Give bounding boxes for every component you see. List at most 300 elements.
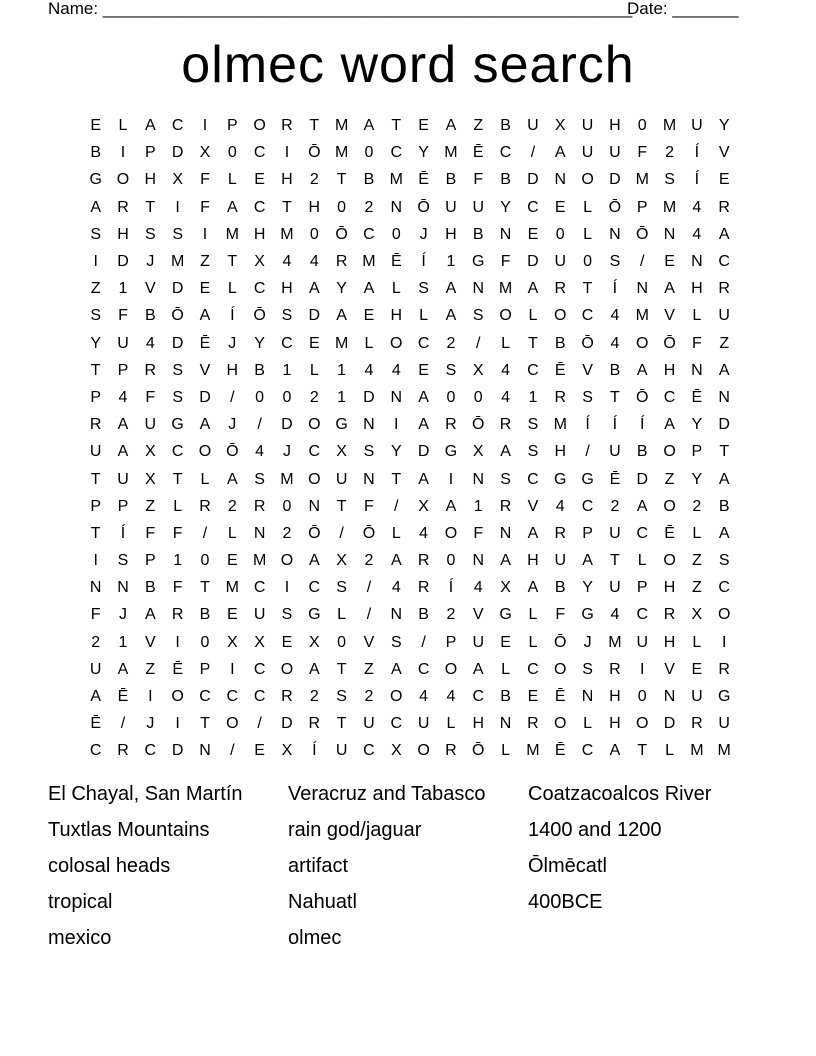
grid-letter: A — [445, 117, 457, 135]
grid-row — [82, 601, 738, 628]
grid-letter: O — [663, 497, 676, 515]
grid-letter: B — [254, 361, 265, 379]
grid-letter: U — [554, 253, 567, 271]
grid-letter: 1 — [282, 361, 292, 379]
grid-letter: H — [445, 225, 457, 243]
word-list-item: olmec — [288, 927, 342, 949]
header — [0, 0, 816, 20]
grid-letter: F — [172, 524, 183, 542]
grid-letter: H — [390, 307, 403, 325]
grid-letter: C — [527, 361, 539, 379]
grid-letter: D — [417, 443, 430, 461]
grid-letter: J — [146, 715, 155, 733]
grid-letter: O — [636, 715, 649, 733]
grid-letter: C — [308, 579, 321, 597]
grid-letter: R — [718, 280, 730, 298]
grid-letter: X — [172, 171, 183, 189]
grid-letter: B — [90, 144, 101, 162]
grid-letter: 0 — [446, 552, 456, 570]
grid-row — [82, 683, 738, 710]
grid-letter: P — [144, 144, 156, 162]
grid-letter: Ō — [362, 524, 376, 542]
grid-letter: A — [418, 416, 429, 434]
grid-letter: J — [118, 606, 127, 624]
grid-letter: N — [499, 524, 512, 542]
grid-letter: 0 — [391, 225, 401, 243]
grid-letter: O — [390, 334, 403, 352]
grid-letter: R — [663, 606, 676, 624]
grid-letter: Y — [582, 579, 593, 597]
grid-letter: 0 — [637, 117, 647, 135]
grid-letter: 0 — [282, 388, 292, 406]
grid-letter: M — [225, 225, 239, 243]
grid-letter: L — [200, 470, 210, 488]
grid-letter: V — [472, 606, 484, 624]
grid-letter: Y — [718, 117, 730, 135]
grid-letter: B — [500, 688, 511, 706]
grid-letter: I — [175, 715, 180, 733]
grid-letter: C — [417, 660, 430, 678]
grid-letter: S — [172, 225, 183, 243]
grid-letter: 4 — [555, 497, 565, 515]
grid-letter: Ē — [172, 660, 183, 678]
grid-letter: B — [500, 171, 511, 189]
grid-letter: / — [366, 579, 372, 597]
grid-letter: T — [227, 253, 238, 271]
grid-letter: T — [90, 470, 101, 488]
grid-letter: D — [609, 171, 621, 189]
grid-letter: R — [417, 579, 430, 597]
grid-row — [82, 221, 738, 248]
grid-letter: T — [391, 470, 402, 488]
grid-letter: M — [334, 334, 349, 352]
grid-letter: C — [527, 660, 539, 678]
grid-letter: C — [253, 280, 266, 298]
grid-row — [82, 194, 738, 221]
grid-letter: Ō — [554, 633, 567, 651]
grid-letter: M — [690, 742, 704, 760]
grid-letter: 2 — [364, 688, 374, 706]
grid-letter: U — [609, 443, 621, 461]
grid-letter: L — [364, 334, 374, 352]
grid-letter: P — [90, 497, 101, 515]
grid-letter: H — [527, 552, 539, 570]
grid-letter: X — [418, 497, 429, 515]
grid-letter: L — [446, 715, 456, 733]
grid-letter: N — [253, 524, 266, 542]
grid-letter: Í — [230, 307, 235, 325]
grid-letter: 1 — [118, 633, 128, 651]
grid-row — [82, 438, 738, 465]
grid-letter: O — [253, 117, 266, 135]
grid-letter: E — [554, 198, 566, 216]
grid-letter: Í — [448, 579, 454, 597]
grid-letter: E — [500, 633, 511, 651]
grid-letter: N — [199, 742, 211, 760]
grid-letter: H — [226, 361, 239, 379]
grid-letter: F — [145, 524, 156, 542]
grid-letter: P — [117, 497, 129, 515]
grid-letter: L — [391, 524, 401, 542]
grid-letter: M — [280, 225, 294, 243]
grid-letter: 4 — [391, 579, 401, 597]
grid-letter: R — [117, 742, 129, 760]
grid-letter: Ō — [308, 524, 321, 542]
grid-letter: S — [472, 307, 484, 325]
grid-letter: E — [527, 225, 539, 243]
grid-letter: X — [390, 742, 402, 760]
grid-letter: M — [553, 416, 567, 434]
grid-letter: M — [334, 144, 349, 162]
grid-letter: U — [691, 117, 703, 135]
grid-letter: 0 — [364, 144, 374, 162]
grid-letter: S — [582, 388, 593, 406]
grid-letter: N — [390, 388, 403, 406]
grid-letter: A — [527, 579, 539, 597]
grid-letter: I — [448, 470, 454, 488]
grid-letter: Y — [390, 443, 402, 461]
grid-letter: B — [554, 334, 566, 352]
grid-letter: Ē — [418, 171, 429, 189]
grid-letter: M — [280, 470, 294, 488]
grid-letter: G — [554, 470, 567, 488]
grid-letter: O — [554, 307, 567, 325]
grid-letter: 2 — [309, 171, 319, 189]
grid-letter: D — [199, 388, 211, 406]
grid-letter: Ē — [117, 688, 129, 706]
grid-letter: R — [691, 715, 703, 733]
grid-row — [82, 112, 738, 139]
grid-letter: T — [336, 497, 347, 515]
grid-row — [82, 547, 738, 574]
grid-letter: D — [171, 742, 184, 760]
grid-letter: 4 — [391, 361, 401, 379]
grid-letter: C — [718, 253, 730, 271]
grid-letter: Í — [694, 171, 700, 189]
grid-letter: D — [171, 280, 184, 298]
grid-letter: T — [336, 715, 347, 733]
grid-letter: U — [472, 633, 485, 651]
grid-letter: 4 — [282, 253, 292, 271]
grid-letter: M — [526, 742, 540, 760]
grid-letter: B — [636, 443, 648, 461]
grid-letter: H — [663, 633, 676, 651]
grid-letter: F — [500, 253, 511, 271]
grid-letter: A — [144, 117, 156, 135]
grid-letter: S — [418, 280, 429, 298]
grid-letter: R — [554, 524, 567, 542]
grid-letter: R — [445, 416, 457, 434]
grid-row — [82, 710, 738, 737]
grid-letter: Ē — [390, 253, 402, 271]
grid-letter: Ō — [253, 307, 266, 325]
grid-letter: C — [226, 688, 239, 706]
grid-letter: U — [609, 579, 621, 597]
word-list-item: 1400 and 1200 — [528, 819, 662, 841]
grid-letter: L — [501, 334, 511, 352]
grid-letter: I — [721, 633, 727, 651]
grid-letter: U — [445, 198, 457, 216]
grid-letter: A — [418, 470, 429, 488]
grid-letter: V — [144, 280, 156, 298]
grid-row — [82, 411, 738, 438]
grid-letter: L — [337, 606, 347, 624]
grid-letter: 2 — [309, 388, 319, 406]
grid-letter: O — [308, 470, 321, 488]
grid-letter: T — [336, 660, 347, 678]
grid-letter: T — [309, 117, 320, 135]
grid-letter: O — [444, 524, 458, 542]
grid-letter: U — [417, 715, 430, 733]
grid-row — [82, 384, 738, 411]
grid-letter: I — [175, 198, 180, 216]
grid-letter: 2 — [309, 688, 319, 706]
grid-letter: 0 — [583, 253, 593, 271]
grid-letter: L — [583, 198, 593, 216]
grid-letter: A — [363, 280, 375, 298]
grid-letter: O — [280, 660, 294, 678]
grid-letter: T — [528, 334, 538, 352]
grid-letter: H — [117, 225, 129, 243]
grid-letter: D — [527, 253, 539, 271]
grid-letter: L — [583, 715, 593, 733]
grid-letter: / — [230, 388, 235, 406]
grid-letter: I — [640, 660, 645, 678]
grid-letter: A — [664, 416, 675, 434]
grid-letter: 2 — [364, 552, 374, 570]
word-list-row — [48, 920, 768, 956]
grid-letter: O — [226, 715, 239, 733]
grid-letter: H — [691, 280, 703, 298]
grid-letter: A — [117, 443, 129, 461]
grid-letter: Í — [612, 280, 618, 298]
grid-letter: R — [499, 416, 512, 434]
grid-letter: B — [363, 171, 375, 189]
grid-letter: I — [284, 579, 290, 597]
grid-letter: / — [530, 144, 536, 162]
grid-letter: S — [281, 307, 293, 325]
grid-letter: B — [500, 117, 511, 135]
grid-letter: Ō — [171, 307, 184, 325]
grid-letter: D — [308, 307, 321, 325]
grid-letter: U — [609, 144, 621, 162]
grid-letter: 4 — [419, 524, 429, 542]
grid-letter: N — [363, 470, 375, 488]
grid-letter: U — [609, 524, 621, 542]
grid-letter: Z — [90, 280, 101, 298]
grid-letter: 1 — [446, 253, 456, 271]
word-list-item: colosal heads — [48, 855, 171, 877]
grid-letter: 2 — [446, 334, 456, 352]
grid-letter: Ē — [554, 688, 566, 706]
grid-letter: R — [445, 742, 457, 760]
grid-letter: U — [117, 334, 129, 352]
grid-letter: Ē — [609, 470, 621, 488]
grid-letter: D — [363, 388, 375, 406]
grid-letter: D — [663, 715, 676, 733]
grid-letter: E — [664, 253, 675, 271]
grid-letter: S — [117, 552, 129, 570]
grid-letter: 4 — [145, 334, 155, 352]
grid-letter: S — [527, 443, 539, 461]
grid-letter: L — [528, 606, 538, 624]
grid-letter: C — [253, 579, 266, 597]
grid-letter: V — [582, 361, 593, 379]
grid-letter: F — [172, 579, 183, 597]
grid-letter: 2 — [91, 633, 101, 651]
grid-letter: L — [692, 524, 702, 542]
grid-letter: Y — [254, 334, 265, 352]
grid-letter: A — [199, 416, 211, 434]
grid-row — [82, 737, 738, 764]
grid-letter: Ē — [90, 715, 101, 733]
grid-letter: R — [609, 660, 621, 678]
grid-letter: V — [363, 633, 375, 651]
grid-row — [82, 357, 738, 384]
grid-letter: X — [226, 633, 238, 651]
grid-letter: B — [199, 606, 211, 624]
grid-letter: C — [499, 144, 512, 162]
grid-letter: N — [663, 688, 676, 706]
grid-letter: F — [637, 144, 648, 162]
grid-letter: 2 — [692, 497, 702, 515]
grid-letter: J — [282, 443, 291, 461]
grid-letter: T — [200, 715, 210, 733]
grid-letter: S — [172, 361, 183, 379]
grid-letter: E — [281, 633, 293, 651]
grid-letter: F — [691, 334, 702, 352]
word-list-item: Nahuatl — [288, 891, 357, 913]
grid-letter: / — [421, 633, 426, 651]
grid-letter: A — [445, 280, 457, 298]
grid-letter: 4 — [364, 361, 374, 379]
grid-letter: Í — [585, 416, 590, 434]
grid-letter: A — [418, 388, 429, 406]
grid-letter: A — [363, 117, 375, 135]
grid-letter: D — [636, 470, 648, 488]
grid-letter: / — [257, 715, 262, 733]
grid-letter: T — [282, 198, 292, 216]
grid-letter: M — [225, 579, 239, 597]
grid-letter: V — [664, 660, 675, 678]
grid-letter: U — [554, 552, 567, 570]
letter-grid — [82, 112, 738, 765]
grid-letter: C — [89, 742, 102, 760]
grid-letter: F — [90, 606, 101, 624]
grid-letter: O — [499, 307, 512, 325]
grid-letter: S — [90, 307, 101, 325]
grid-letter: U — [581, 117, 594, 135]
grid-letter: Z — [145, 660, 156, 678]
grid-letter: R — [171, 606, 184, 624]
grid-letter: 0 — [473, 388, 483, 406]
grid-letter: 4 — [309, 253, 319, 271]
grid-letter: Ō — [308, 144, 321, 162]
grid-letter: Y — [418, 144, 429, 162]
grid-letter: 1 — [173, 552, 183, 570]
grid-letter: N — [308, 497, 321, 515]
grid-letter: T — [145, 198, 156, 216]
grid-letter: B — [472, 225, 484, 243]
grid-letter: X — [254, 253, 265, 271]
grid-letter: 1 — [337, 388, 347, 406]
grid-letter: Z — [691, 579, 702, 597]
grid-row — [82, 166, 738, 193]
grid-letter: M — [389, 171, 403, 189]
grid-letter: X — [199, 144, 211, 162]
grid-row — [82, 629, 738, 656]
grid-letter: Ō — [636, 388, 649, 406]
grid-letter: G — [581, 606, 594, 624]
grid-letter: 4 — [501, 361, 511, 379]
grid-letter: 2 — [446, 606, 456, 624]
grid-letter: L — [501, 660, 511, 678]
grid-letter: C — [363, 225, 375, 243]
grid-letter: E — [418, 117, 429, 135]
grid-letter: / — [202, 524, 208, 542]
name-field-label: Name: ________________________________________________________ — [48, 0, 633, 18]
grid-letter: P — [691, 443, 703, 461]
grid-letter: M — [635, 171, 649, 189]
grid-letter: P — [117, 361, 129, 379]
grid-letter: H — [609, 117, 621, 135]
grid-letter: / — [339, 524, 344, 542]
grid-letter: R — [718, 660, 730, 678]
grid-letter: B — [144, 579, 156, 597]
grid-letter: Ō — [226, 443, 239, 461]
grid-letter: 4 — [610, 606, 620, 624]
grid-letter: E — [254, 742, 265, 760]
grid-letter: X — [691, 606, 703, 624]
grid-letter: Z — [691, 552, 702, 570]
grid-letter: S — [144, 225, 156, 243]
grid-letter: 4 — [692, 225, 702, 243]
grid-letter: / — [230, 742, 235, 760]
grid-letter: X — [144, 443, 156, 461]
grid-letter: R — [335, 253, 348, 271]
grid-letter: R — [117, 198, 129, 216]
grid-row — [82, 520, 738, 547]
grid-letter: J — [146, 253, 155, 271]
grid-letter: P — [636, 198, 648, 216]
grid-letter: Í — [421, 253, 426, 271]
grid-letter: Ē — [554, 361, 566, 379]
grid-letter: O — [417, 742, 430, 760]
grid-row — [82, 656, 738, 683]
grid-letter: X — [472, 443, 484, 461]
grid-letter: U — [335, 470, 348, 488]
grid-letter: P — [199, 660, 211, 678]
grid-letter: C — [581, 742, 594, 760]
grid-letter: Ē — [691, 388, 703, 406]
word-list-item: Veracruz and Tabasco — [288, 783, 486, 805]
grid-letter: O — [390, 688, 403, 706]
grid-letter: V — [527, 497, 539, 515]
grid-letter: Ē — [199, 334, 211, 352]
grid-letter: C — [636, 524, 648, 542]
grid-letter: R — [199, 497, 211, 515]
grid-letter: A — [527, 524, 539, 542]
grid-letter: / — [394, 497, 399, 515]
grid-letter: T — [391, 117, 402, 135]
grid-letter: C — [390, 144, 403, 162]
grid-letter: L — [419, 307, 429, 325]
grid-letter: X — [500, 579, 511, 597]
grid-letter: 0 — [282, 497, 292, 515]
grid-letter: N — [554, 171, 567, 189]
grid-letter: Í — [120, 524, 126, 542]
grid-letter: A — [90, 198, 101, 216]
